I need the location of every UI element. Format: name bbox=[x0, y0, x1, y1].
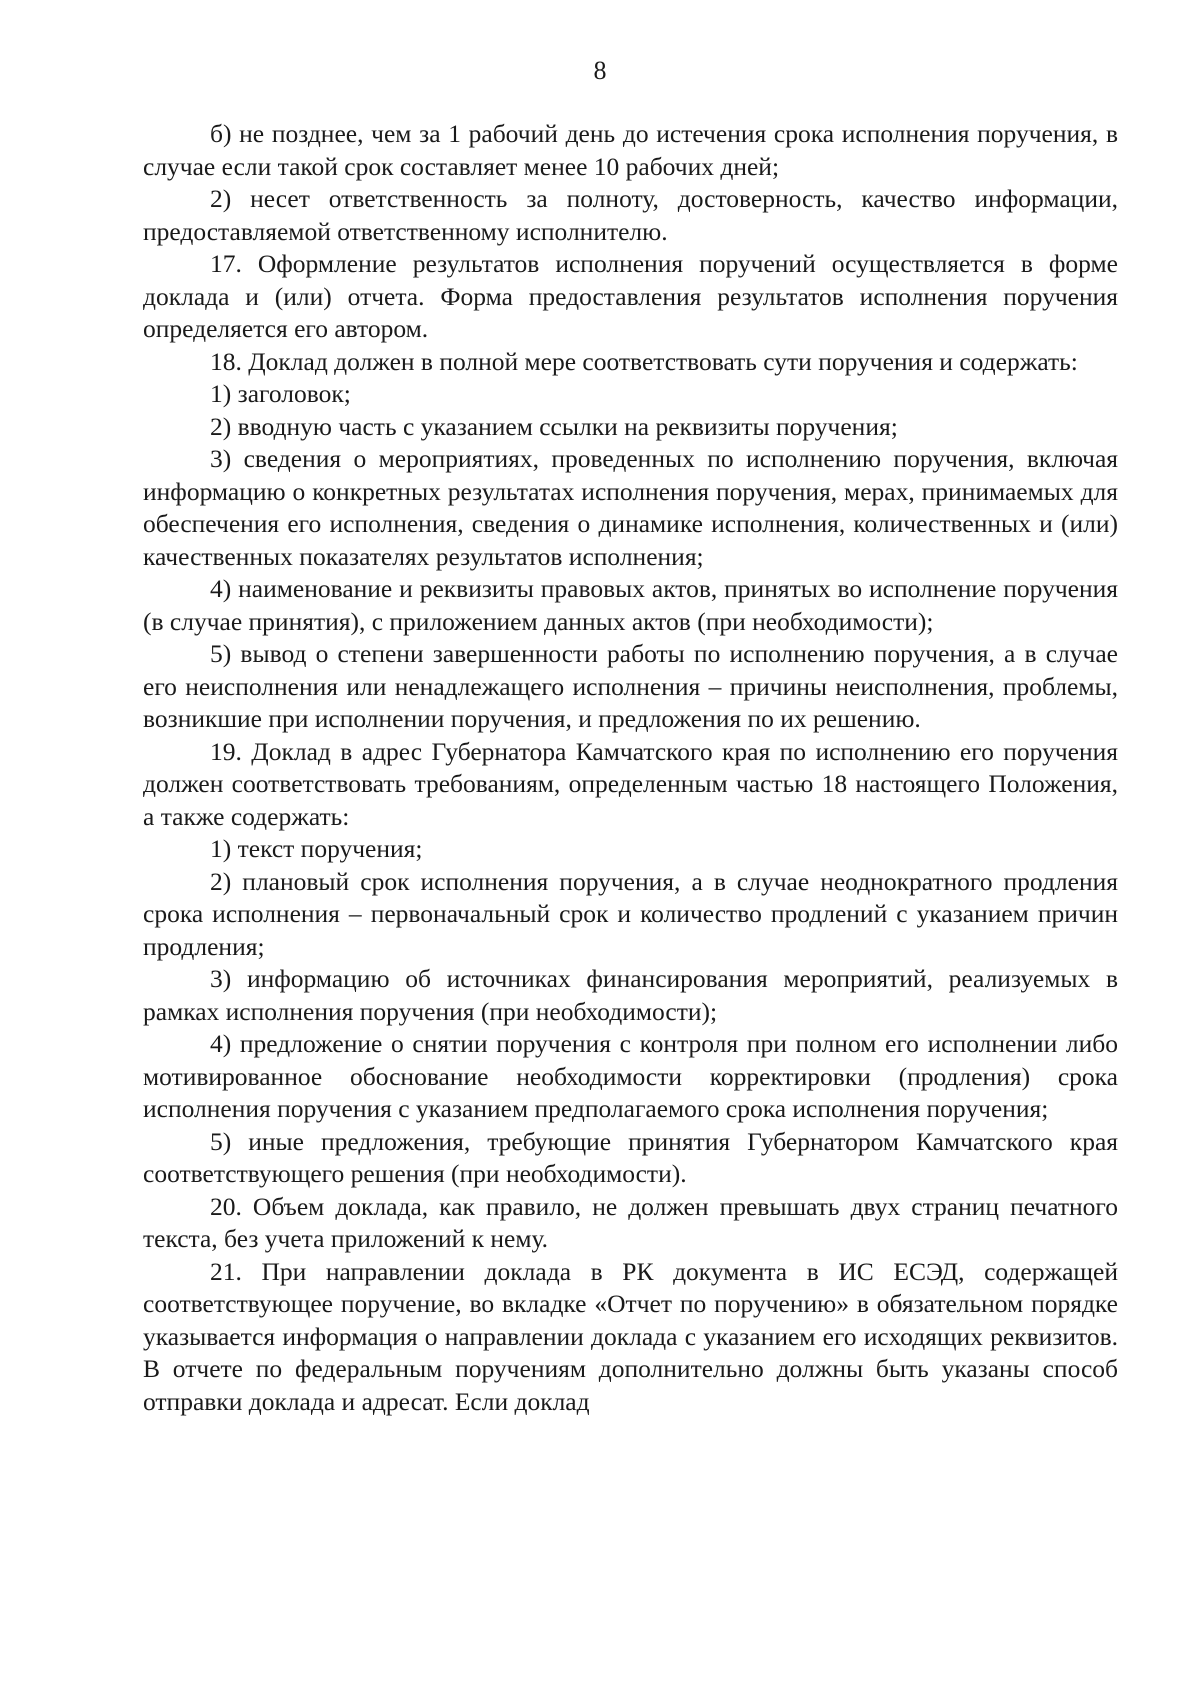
paragraph-18-item-1: 1) заголовок; bbox=[210, 379, 351, 408]
paragraph-section-19: 19. Доклад в адрес Губернатора Камчатского края по исполнению его поручения должен соответствовать требованиям, определенным частью 18 настоящего Положения, а также содержать: bbox=[143, 736, 1118, 831]
paragraph-18-item-3: 3) сведения о мероприятиях, проведенных по исполнению поручения, включая информацию о конкретных результатах исполнения поручения, мерах, принимаемых для обеспечения его исполнения, сведения о динамике исполнения, количественных и (или) качественных показателях результатов исполнения; bbox=[143, 444, 1118, 571]
paragraph-section-17: 17. Оформление результатов исполнения поручений осуществляется в форме доклада и (или) отчета. Форма предоставления результатов исполнения поручения определяется его автором. bbox=[143, 249, 1118, 343]
paragraph-18-item-4: 4) наименование и реквизиты правовых актов, принятых во исполнение поручения (в случае принятия), с приложением данных актов (при необходимости); bbox=[143, 574, 1118, 636]
paragraph-section-18: 18. Доклад должен в полной мере соответствовать сути поручения и содержать: bbox=[210, 346, 1078, 376]
paragraph-section-20: 20. Объем доклада, как правило, не должен превышать двух страниц печатного текста, без учета приложений к нему. bbox=[143, 1191, 1118, 1253]
paragraph-19-item-3: 3) информацию об источниках финансирования мероприятий, реализуемых в рамках исполнения поручения (при необходимости); bbox=[143, 964, 1118, 1026]
page-number: 8 bbox=[593, 56, 607, 85]
paragraph-19-item-4: 4) предложение о снятии поручения с контроля при полном его исполнении либо мотивированное обоснование необходимости корректировки (продления) срока исполнения поручения с указанием предполагаемого срока исполнения поручения; bbox=[143, 1029, 1118, 1123]
paragraph-section-21: 21. При направлении доклада в РК документа в ИС ЕСЭД, содержащей соответствующее поручение, во вкладке «Отчет по поручению» в обязательном порядке указывается информация о направлении доклада с указанием его исходящих реквизитов. В отчете по федеральным поручениям дополнительно должны быть указаны способ отправки доклада и адресат. Если доклад bbox=[143, 1256, 1118, 1416]
document-body bbox=[143, 118, 1118, 1418]
paragraph-19-item-2: 2) плановый срок исполнения поручения, а в случае неоднократного продления срока исполнения – первоначальный срок и количество продлений с указанием причин продления; bbox=[143, 866, 1118, 961]
paragraph-19-item-1: 1) текст поручения; bbox=[210, 834, 423, 863]
paragraph-18-item-2: 2) вводную часть с указанием ссылки на реквизиты поручения; bbox=[210, 411, 898, 441]
paragraph-19-item-5: 5) иные предложения, требующие принятия Губернатором Камчатского края соответствующего решения (при необходимости). bbox=[143, 1126, 1118, 1188]
paragraph-18-item-5: 5) вывод о степени завершенности работы по исполнению поручения, а в случае его неисполнения или ненадлежащего исполнения – причины неисполнения, проблемы, возникшие при исполнении поручения, и предложения по их решению. bbox=[143, 639, 1118, 733]
paragraph-item-2-responsibility: 2) несет ответственность за полноту, достоверность, качество информации, предоставляемой ответственному исполнителю. bbox=[143, 184, 1118, 246]
paragraph-item-b-deadline: б) не позднее, чем за 1 рабочий день до истечения срока исполнения поручения, в случае если такой срок составляет менее 10 рабочих дней; bbox=[143, 119, 1118, 181]
